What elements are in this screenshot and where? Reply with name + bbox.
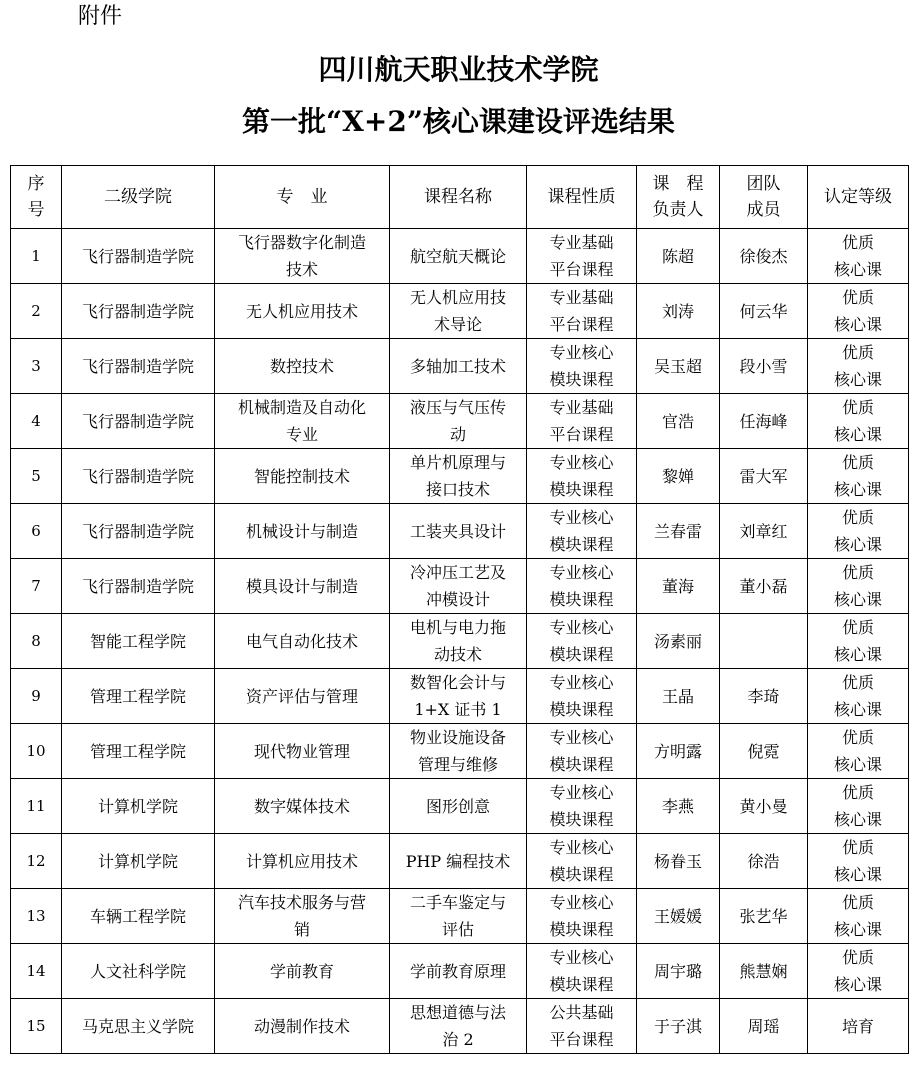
header-nature: 课程性质: [527, 166, 637, 229]
table-header: [11, 166, 909, 229]
cell-level: 优质 核心课: [808, 284, 909, 339]
cell-no: 2: [11, 284, 62, 339]
cell-level: 优质 核心课: [808, 614, 909, 669]
cell-level: 优质 核心课: [808, 229, 909, 284]
cell-course: 二手车鉴定与 评估: [390, 889, 527, 944]
header-level: 认定等级: [808, 166, 909, 229]
header-no: 序 号: [11, 166, 62, 229]
cell-team: 黄小曼: [720, 779, 808, 834]
cell-leader: 李燕: [637, 779, 720, 834]
cell-team: 何云华: [720, 284, 808, 339]
table-row: [11, 284, 909, 339]
cell-major: 汽车技术服务与营 销: [215, 889, 390, 944]
cell-major: 模具设计与制造: [215, 559, 390, 614]
cell-course: 学前教育原理: [390, 944, 527, 999]
cell-nature: 专业核心 模块课程: [527, 834, 637, 889]
cell-nature: 专业核心 模块课程: [527, 449, 637, 504]
table-row: [11, 944, 909, 999]
header-course: 课程名称: [390, 166, 527, 229]
cell-level: 培育: [808, 999, 909, 1054]
cell-nature: 专业核心 模块课程: [527, 889, 637, 944]
cell-leader: 方明露: [637, 724, 720, 779]
cell-college: 管理工程学院: [62, 669, 215, 724]
table-row: [11, 559, 909, 614]
cell-course: 物业设施设备 管理与维修: [390, 724, 527, 779]
cell-college: 飞行器制造学院: [62, 284, 215, 339]
cell-course: 无人机应用技 术导论: [390, 284, 527, 339]
cell-level: 优质 核心课: [808, 449, 909, 504]
cell-no: 9: [11, 669, 62, 724]
cell-level: 优质 核心课: [808, 834, 909, 889]
cell-leader: 吴玉超: [637, 339, 720, 394]
cell-no: 8: [11, 614, 62, 669]
title-line-2: 第一批“X+2”核心课建设评选结果: [242, 105, 675, 138]
cell-leader: 于子淇: [637, 999, 720, 1054]
table-body: [11, 229, 909, 1054]
cell-level: 优质 核心课: [808, 394, 909, 449]
cell-course: 多轴加工技术: [390, 339, 527, 394]
cell-college: 飞行器制造学院: [62, 559, 215, 614]
cell-team: 倪霓: [720, 724, 808, 779]
cell-team: 任海峰: [720, 394, 808, 449]
cell-no: 11: [11, 779, 62, 834]
cell-college: 飞行器制造学院: [62, 229, 215, 284]
table-row: [11, 229, 909, 284]
cell-level: 优质 核心课: [808, 669, 909, 724]
cell-team: [720, 614, 808, 669]
cell-leader: 周宇璐: [637, 944, 720, 999]
cell-nature: 专业核心 模块课程: [527, 559, 637, 614]
cell-level: 优质 核心课: [808, 944, 909, 999]
table-row: [11, 889, 909, 944]
header-team: 团队 成员: [720, 166, 808, 229]
cell-college: 马克思主义学院: [62, 999, 215, 1054]
cell-no: 14: [11, 944, 62, 999]
header-row: [11, 166, 909, 229]
cell-nature: 专业基础 平台课程: [527, 394, 637, 449]
cell-college: 飞行器制造学院: [62, 449, 215, 504]
cell-course: 单片机原理与 接口技术: [390, 449, 527, 504]
cell-course: 图形创意: [390, 779, 527, 834]
cell-leader: 杨眷玉: [637, 834, 720, 889]
cell-nature: 专业核心 模块课程: [527, 724, 637, 779]
cell-level: 优质 核心课: [808, 889, 909, 944]
cell-team: 刘章红: [720, 504, 808, 559]
table-row: [11, 724, 909, 779]
cell-leader: 刘涛: [637, 284, 720, 339]
cell-nature: 专业基础 平台课程: [527, 284, 637, 339]
cell-nature: 公共基础 平台课程: [527, 999, 637, 1054]
cell-nature: 专业核心 模块课程: [527, 504, 637, 559]
cell-nature: 专业核心 模块课程: [527, 669, 637, 724]
table-row: [11, 999, 909, 1054]
cell-team: 董小磊: [720, 559, 808, 614]
cell-leader: 王晶: [637, 669, 720, 724]
cell-course: 冷冲压工艺及 冲模设计: [390, 559, 527, 614]
cell-team: 段小雪: [720, 339, 808, 394]
cell-nature: 专业核心 模块课程: [527, 339, 637, 394]
table-row: [11, 834, 909, 889]
cell-nature: 专业核心 模块课程: [527, 614, 637, 669]
cell-course: 航空航天概论: [390, 229, 527, 284]
cell-course: PHP 编程技术: [390, 834, 527, 889]
cell-nature: 专业基础 平台课程: [527, 229, 637, 284]
cell-major: 无人机应用技术: [215, 284, 390, 339]
cell-team: 徐俊杰: [720, 229, 808, 284]
cell-major: 数字媒体技术: [215, 779, 390, 834]
table-row: [11, 669, 909, 724]
cell-college: 人文社科学院: [62, 944, 215, 999]
table-row: [11, 504, 909, 559]
cell-leader: 兰春雷: [637, 504, 720, 559]
cell-no: 1: [11, 229, 62, 284]
cell-major: 计算机应用技术: [215, 834, 390, 889]
cell-no: 5: [11, 449, 62, 504]
cell-course: 工装夹具设计: [390, 504, 527, 559]
cell-major: 学前教育: [215, 944, 390, 999]
cell-college: 飞行器制造学院: [62, 339, 215, 394]
cell-college: 计算机学院: [62, 834, 215, 889]
cell-major: 资产评估与管理: [215, 669, 390, 724]
cell-leader: 黎婵: [637, 449, 720, 504]
cell-no: 4: [11, 394, 62, 449]
cell-major: 电气自动化技术: [215, 614, 390, 669]
cell-team: 李琦: [720, 669, 808, 724]
cell-leader: 汤素丽: [637, 614, 720, 669]
table-row: [11, 779, 909, 834]
cell-leader: 董海: [637, 559, 720, 614]
cell-college: 车辆工程学院: [62, 889, 215, 944]
cell-no: 7: [11, 559, 62, 614]
cell-major: 数控技术: [215, 339, 390, 394]
cell-team: 张艺华: [720, 889, 808, 944]
cell-major: 智能控制技术: [215, 449, 390, 504]
cell-level: 优质 核心课: [808, 724, 909, 779]
table-row: [11, 614, 909, 669]
cell-team: 周瑶: [720, 999, 808, 1054]
cell-nature: 专业核心 模块课程: [527, 779, 637, 834]
cell-level: 优质 核心课: [808, 779, 909, 834]
cell-team: 熊慧娴: [720, 944, 808, 999]
header-college: 二级学院: [62, 166, 215, 229]
table-row: [11, 339, 909, 394]
title-line-1: 四川航天职业技术学院: [318, 53, 599, 86]
cell-no: 13: [11, 889, 62, 944]
cell-college: 智能工程学院: [62, 614, 215, 669]
cell-college: 管理工程学院: [62, 724, 215, 779]
cell-major: 机械制造及自动化 专业: [215, 394, 390, 449]
cell-team: 雷大军: [720, 449, 808, 504]
cell-major: 动漫制作技术: [215, 999, 390, 1054]
cell-course: 数智化会计与 1+X 证书 1: [390, 669, 527, 724]
cell-no: 3: [11, 339, 62, 394]
cell-course: 思想道德与法 治 2: [390, 999, 527, 1054]
attachment-label: 附件: [78, 4, 123, 29]
header-leader: 课 程 负责人: [637, 166, 720, 229]
cell-leader: 官浩: [637, 394, 720, 449]
results-table: [10, 165, 909, 1054]
cell-no: 15: [11, 999, 62, 1054]
cell-college: 飞行器制造学院: [62, 504, 215, 559]
cell-no: 10: [11, 724, 62, 779]
cell-course: 液压与气压传 动: [390, 394, 527, 449]
cell-course: 电机与电力拖 动技术: [390, 614, 527, 669]
table-row: [11, 394, 909, 449]
cell-no: 6: [11, 504, 62, 559]
table-row: [11, 449, 909, 504]
header-major: 专 业: [215, 166, 390, 229]
cell-major: 机械设计与制造: [215, 504, 390, 559]
cell-level: 优质 核心课: [808, 339, 909, 394]
cell-college: 飞行器制造学院: [62, 394, 215, 449]
cell-team: 徐浩: [720, 834, 808, 889]
cell-major: 飞行器数字化制造 技术: [215, 229, 390, 284]
cell-leader: 王媛媛: [637, 889, 720, 944]
cell-leader: 陈超: [637, 229, 720, 284]
cell-major: 现代物业管理: [215, 724, 390, 779]
cell-level: 优质 核心课: [808, 559, 909, 614]
cell-nature: 专业核心 模块课程: [527, 944, 637, 999]
cell-no: 12: [11, 834, 62, 889]
cell-level: 优质 核心课: [808, 504, 909, 559]
cell-college: 计算机学院: [62, 779, 215, 834]
